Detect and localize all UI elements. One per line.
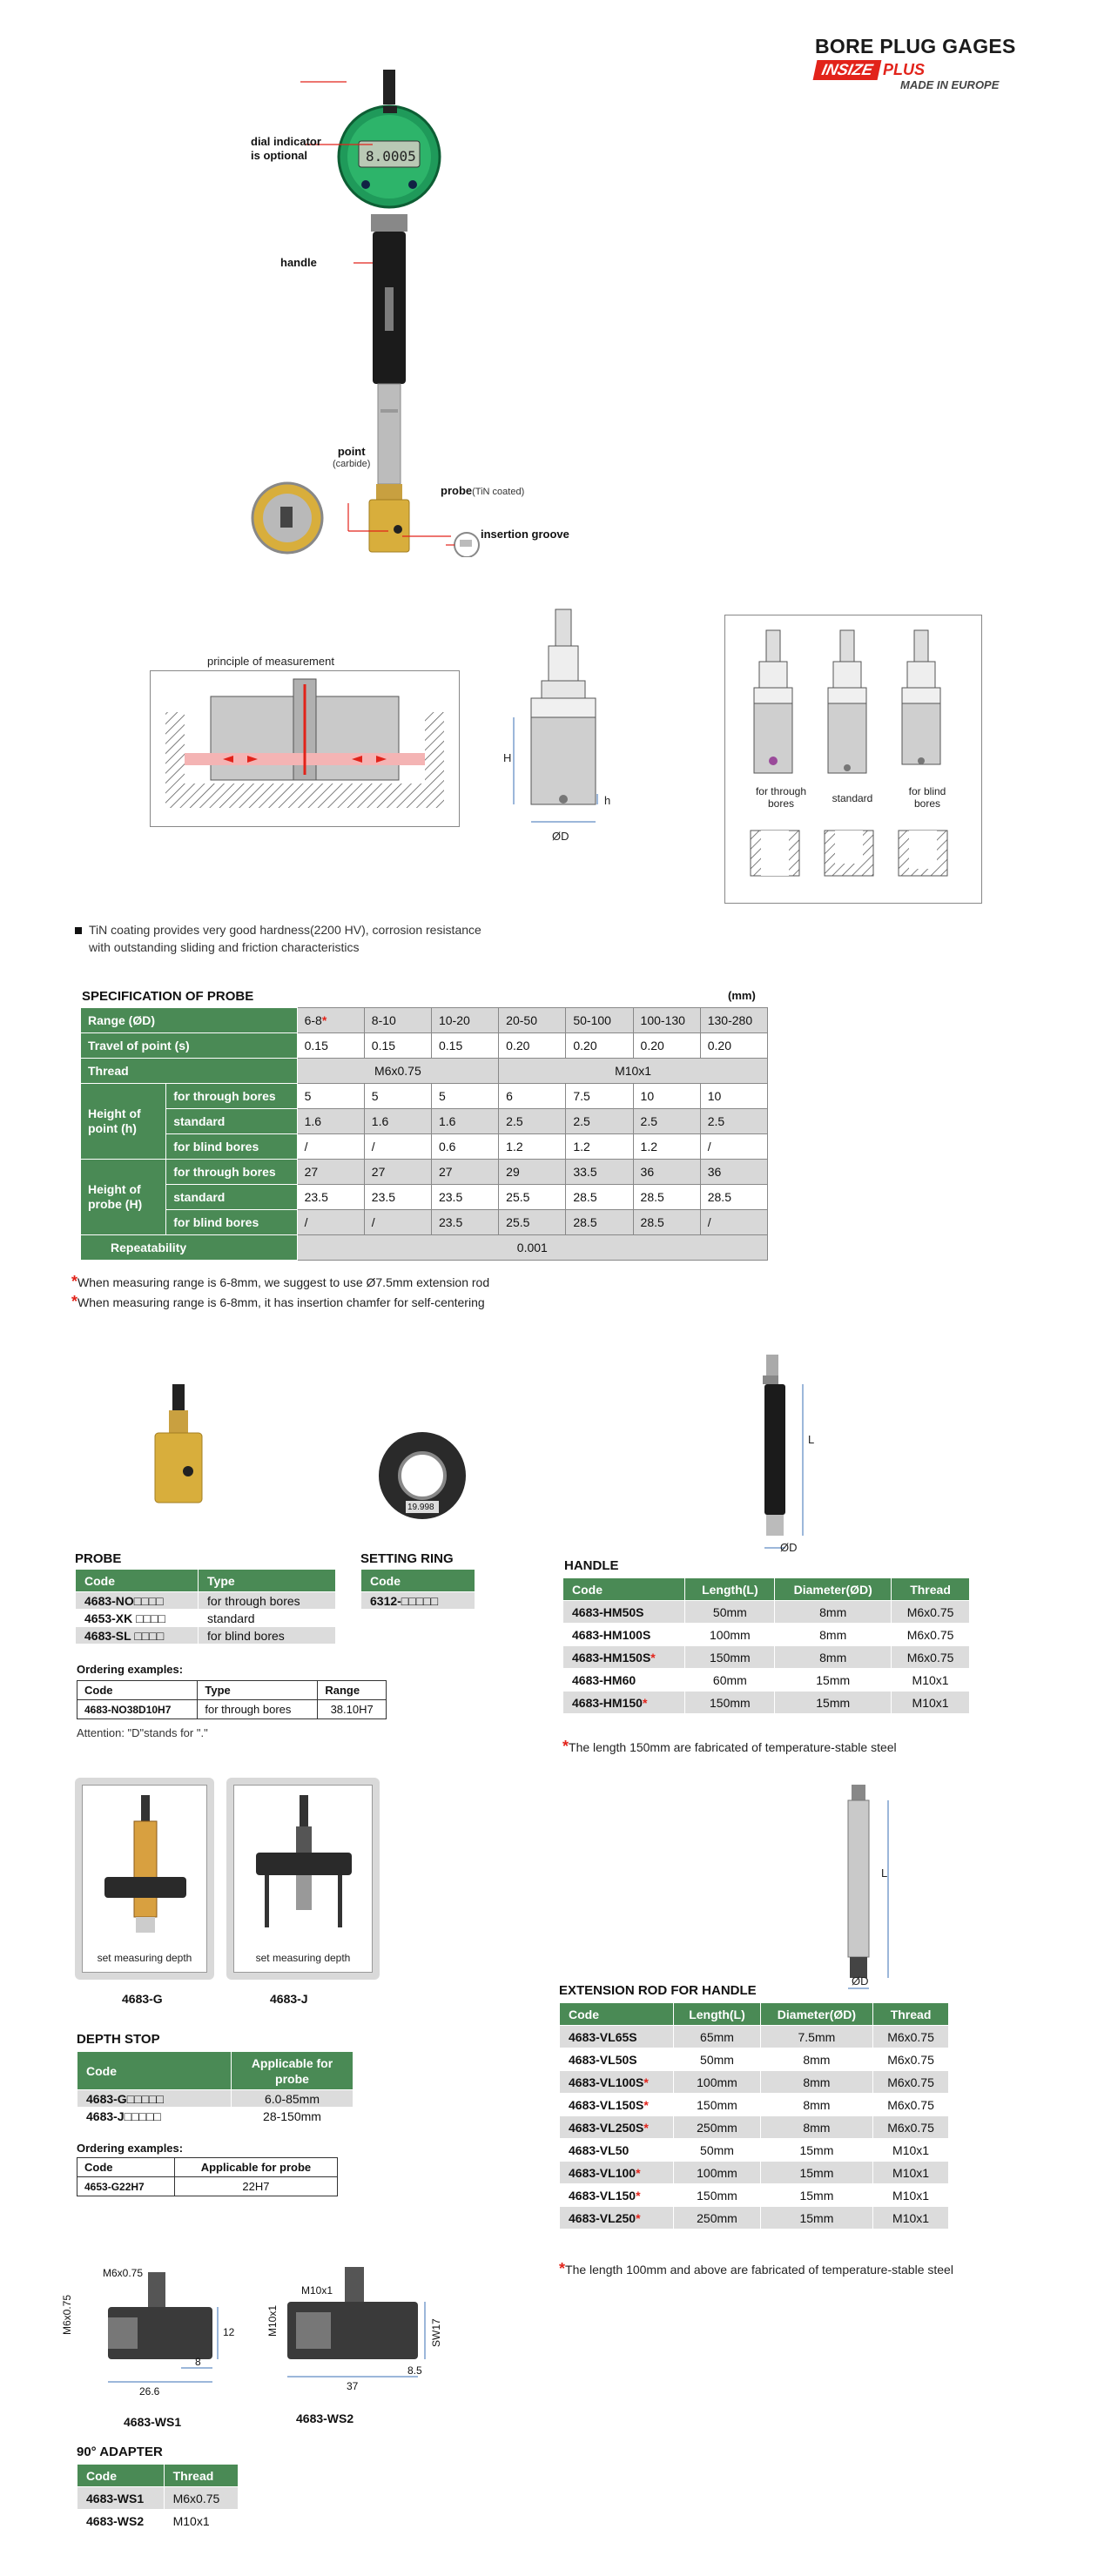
ext-header: Thread — [873, 2003, 949, 2026]
hp-blind-cell: / — [297, 1134, 364, 1160]
table-row: 4683-HM60 60mm 15mm M10x1 — [563, 1669, 970, 1692]
ws2-thread-top: M10x1 — [301, 2284, 333, 2297]
ordering2-header: Applicable for probe — [174, 2158, 337, 2177]
spec-title: SPECIFICATION OF PROBE — [82, 989, 254, 1004]
repeatability-label: Repeatability — [81, 1235, 298, 1261]
range-cell: 50-100 — [566, 1008, 633, 1033]
hp-through-label: for through bores — [166, 1084, 297, 1109]
hp-standard-cell: 1.6 — [364, 1109, 431, 1134]
ws2-length: 37 — [347, 2380, 359, 2392]
ws1-length: 26.6 — [139, 2385, 160, 2398]
spec-unit: (mm) — [728, 989, 756, 1002]
depth-stop-g-name: 4683-G — [122, 1992, 163, 2006]
table-row: 4683-VL150* 150mm 15mm M10x1 — [560, 2184, 949, 2207]
ordering2-code: 4653-G22H7 — [77, 2177, 175, 2196]
principle-diagram — [150, 670, 460, 827]
adapter-ws1-name: 4683-WS1 — [124, 2415, 182, 2429]
handle-header: Code — [563, 1578, 685, 1601]
travel-cell: 0.15 — [364, 1033, 431, 1059]
probe-type: for blind bores — [199, 1627, 336, 1644]
h-dim-label: H — [503, 751, 512, 764]
ws1-thread-side: M6x0.75 — [61, 2294, 73, 2335]
depth-stop-g-caption: set measuring depth — [97, 1952, 192, 1964]
table-row — [77, 1700, 387, 1719]
ws2-dim: 8.5 — [407, 2364, 422, 2377]
hpr-blind-cell: 25.5 — [499, 1210, 566, 1235]
travel-cell: 0.20 — [700, 1033, 767, 1059]
thread-a-cell: M6x0.75 — [297, 1059, 499, 1084]
dial-label-line1: dial indicator — [251, 135, 321, 148]
hp-standard-cell: 2.5 — [633, 1109, 700, 1134]
table-row — [76, 1592, 336, 1610]
point-label — [333, 446, 370, 470]
ext-header: Length(L) — [674, 2003, 760, 2026]
ext-rod-table — [559, 2002, 949, 2230]
probe-title: PROBE — [75, 1551, 122, 1566]
spec-note-1: *When measuring range is 6-8mm, we suggest to use Ø7.5mm extension rod — [71, 1273, 490, 1290]
adapter-ws1-drawing — [73, 2263, 247, 2403]
spec-row-thread — [81, 1059, 768, 1084]
hp-blind-cell: 0.6 — [431, 1134, 498, 1160]
depth-stop-j-photo — [239, 1790, 367, 1938]
setting-ring-table — [360, 1569, 475, 1610]
hpr-blind-cell: / — [364, 1210, 431, 1235]
handle-photo — [751, 1349, 846, 1558]
tin-coating-note — [75, 921, 481, 956]
handle-header: Thread — [892, 1578, 970, 1601]
probe-label-text: probe — [441, 484, 473, 497]
ext-od-label: ØD — [852, 1974, 869, 1987]
adapter-title: 90° ADAPTER — [77, 2445, 163, 2459]
ordering1-type: for through bores — [198, 1700, 318, 1719]
spec-row-hpr-blind — [81, 1210, 768, 1235]
attention-note: Attention: "D"stands for "." — [77, 1726, 208, 1739]
page-header — [815, 35, 1016, 91]
table-row: 4683-HM100S 100mm 8mm M6x0.75 — [563, 1624, 970, 1646]
range-cell: 130-280 — [700, 1008, 767, 1033]
depth-stop-header: Code — [77, 2052, 232, 2090]
table-row: 4683-VL100* 100mm 15mm M10x1 — [560, 2162, 949, 2184]
probe-code: 4653-XK □□□□ — [76, 1610, 199, 1627]
table-row: 4683-WS1 M6x0.75 — [77, 2487, 239, 2510]
spec-table — [80, 1007, 768, 1261]
tin-note-line1: TiN coating provides very good hardness(2200 HV), corrosion resistance — [89, 923, 481, 937]
hp-through-cell: 5 — [364, 1084, 431, 1109]
setting-ring-code: 6312-□□□□□ — [361, 1592, 475, 1610]
adapter-header: Thread — [164, 2465, 238, 2487]
ordering1-code: 4683-NO38D10H7 — [77, 1700, 198, 1719]
ext-header: Diameter(ØD) — [760, 2003, 872, 2026]
made-in-label: MADE IN EUROPE — [900, 78, 1000, 91]
ws1-dim-1: 12 — [223, 2326, 235, 2338]
range-cell: 6-8* — [297, 1008, 364, 1033]
table-row: 4683-WS2 M10x1 — [77, 2510, 239, 2532]
ordering1-header: Range — [318, 1681, 387, 1700]
table-row: 4683-VL65S 65mm 7.5mm M6x0.75 — [560, 2026, 949, 2048]
depth-stop-j-name: 4683-J — [270, 1992, 308, 2006]
handle-table — [562, 1577, 970, 1714]
probe-photo — [148, 1375, 218, 1515]
hpr-standard-cell: 25.5 — [499, 1185, 566, 1210]
travel-cell: 0.15 — [297, 1033, 364, 1059]
ws1-dim-2: 8 — [195, 2356, 201, 2368]
hpr-standard-cell: 23.5 — [297, 1185, 364, 1210]
brand-logo — [815, 60, 1016, 80]
depth-stop-table — [77, 2051, 354, 2125]
hpr-standard-cell: 28.5 — [566, 1185, 633, 1210]
setting-ring-title: SETTING RING — [360, 1551, 454, 1566]
hp-blind-cell: 1.2 — [633, 1134, 700, 1160]
handle-label: handle — [280, 256, 317, 269]
extension-rod-photo — [818, 1776, 914, 1994]
table-row: 4683-G□□□□□ 6.0-85mm — [77, 2090, 354, 2108]
ext-rod-note: *The length 100mm and above are fabricated of temperature-stable steel — [559, 2260, 953, 2277]
type-blind-caption: for blind bores — [908, 785, 946, 810]
hpr-blind-cell: / — [700, 1210, 767, 1235]
hp-standard-label: standard — [166, 1109, 297, 1134]
height-probe-label: Height of probe (H) — [81, 1160, 166, 1235]
ordering2-table — [77, 2157, 338, 2196]
hpr-standard-cell: 28.5 — [633, 1185, 700, 1210]
adapter-ws2-name: 4683-WS2 — [296, 2411, 354, 2425]
ordering1-header: Type — [198, 1681, 318, 1700]
ordering1-header: Code — [77, 1681, 198, 1700]
hp-through-cell: 7.5 — [566, 1084, 633, 1109]
travel-label: Travel of point (s) — [81, 1033, 298, 1059]
probe-header-code: Code — [76, 1570, 199, 1592]
handle-note: *The length 150mm are fabricated of temperature-stable steel — [562, 1738, 897, 1755]
hpr-through-cell: 36 — [700, 1160, 767, 1185]
hp-through-cell: 10 — [633, 1084, 700, 1109]
hpr-blind-cell: 28.5 — [566, 1210, 633, 1235]
hpr-standard-cell: 23.5 — [431, 1185, 498, 1210]
probe-dimension-diagram — [488, 601, 627, 853]
range-cell: 20-50 — [499, 1008, 566, 1033]
table-row: 4683-VL150S* 150mm 8mm M6x0.75 — [560, 2094, 949, 2116]
table-row — [76, 1627, 336, 1644]
probe-types-diagram — [731, 622, 975, 900]
height-point-label: Height of point (h) — [81, 1084, 166, 1160]
hpr-through-cell: 27 — [364, 1160, 431, 1185]
depth-stop-header: Applicable for probe — [232, 2052, 354, 2090]
hp-through-cell: 10 — [700, 1084, 767, 1109]
hpr-through-cell: 29 — [499, 1160, 566, 1185]
hp-standard-cell: 1.6 — [431, 1109, 498, 1134]
hpr-blind-cell: 23.5 — [431, 1210, 498, 1235]
principle-label: principle of measurement — [207, 655, 334, 668]
spec-row-hp-standard — [81, 1109, 768, 1134]
dial-reading: 8.0005 — [366, 148, 416, 165]
dial-label-line2: is optional — [251, 149, 307, 162]
hp-standard-cell: 2.5 — [566, 1109, 633, 1134]
hpr-standard-cell: 23.5 — [364, 1185, 431, 1210]
spec-row-hp-through — [81, 1084, 768, 1109]
hp-standard-cell: 1.6 — [297, 1109, 364, 1134]
hpr-through-cell: 27 — [431, 1160, 498, 1185]
table-row: 4683-HM50S 50mm 8mm M6x0.75 — [563, 1601, 970, 1624]
ws1-thread-top: M6x0.75 — [103, 2267, 144, 2279]
bullet-icon — [75, 927, 82, 934]
hp-blind-cell: 1.2 — [566, 1134, 633, 1160]
insertion-groove-label: insertion groove — [481, 528, 569, 541]
travel-cell: 0.20 — [499, 1033, 566, 1059]
thread-b-cell: M10x1 — [499, 1059, 768, 1084]
handle-header: Diameter(ØD) — [775, 1578, 892, 1601]
probe-code: 4683-NO□□□□ — [76, 1592, 199, 1610]
spec-row-range — [81, 1008, 768, 1033]
hp-standard-cell: 2.5 — [700, 1109, 767, 1134]
hpr-standard-cell: 28.5 — [700, 1185, 767, 1210]
spec-row-hp-blind — [81, 1134, 768, 1160]
h-small-dim-label: h — [604, 794, 611, 807]
depth-stop-j-caption: set measuring depth — [255, 1952, 351, 1964]
hp-blind-cell: / — [364, 1134, 431, 1160]
table-row: 4683-VL50 50mm 15mm M10x1 — [560, 2139, 949, 2162]
point-sub-text: (carbide) — [333, 459, 371, 469]
setting-ring-text: 19.998 — [407, 1503, 434, 1512]
brand-name: INSIZE — [813, 60, 882, 80]
ordering1-table — [77, 1680, 387, 1719]
hp-standard-cell: 2.5 — [499, 1109, 566, 1134]
hp-blind-cell: 1.2 — [499, 1134, 566, 1160]
spec-row-travel — [81, 1033, 768, 1059]
hpr-blind-cell: 28.5 — [633, 1210, 700, 1235]
ext-header: Code — [560, 2003, 674, 2026]
probe-label — [441, 484, 524, 497]
repeatability-value: 0.001 — [297, 1235, 767, 1261]
table-row: 4683-HM150S* 150mm 8mm M6x0.75 — [563, 1646, 970, 1669]
ordering1-title: Ordering examples: — [77, 1663, 184, 1676]
hpr-blind-label: for blind bores — [166, 1210, 297, 1235]
thread-label: Thread — [81, 1059, 298, 1084]
range-cell: 100-130 — [633, 1008, 700, 1033]
probe-sub-text: (TiN coated) — [472, 487, 525, 497]
handle-title: HANDLE — [564, 1558, 619, 1573]
hpr-through-cell: 33.5 — [566, 1160, 633, 1185]
table-row — [361, 1592, 475, 1610]
adapter-table — [77, 2464, 239, 2532]
travel-cell: 0.20 — [633, 1033, 700, 1059]
ordering2-header: Code — [77, 2158, 175, 2177]
hp-through-cell: 5 — [297, 1084, 364, 1109]
ext-rod-title: EXTENSION ROD FOR HANDLE — [559, 1983, 757, 1998]
table-row: 4683-VL50S 50mm 8mm M6x0.75 — [560, 2048, 949, 2071]
tin-note-line2: with outstanding sliding and friction characteristics — [89, 940, 360, 954]
brand-suffix: PLUS — [883, 61, 926, 78]
table-row: 4683-J□□□□□ 28-150mm — [77, 2108, 354, 2125]
table-row: 4683-VL250S* 250mm 8mm M6x0.75 — [560, 2116, 949, 2139]
range-cell: 8-10 — [364, 1008, 431, 1033]
setting-ring-header: Code — [361, 1570, 475, 1592]
dial-indicator-label — [251, 135, 321, 163]
hpr-standard-label: standard — [166, 1185, 297, 1210]
hp-through-cell: 6 — [499, 1084, 566, 1109]
ordering2-probe: 22H7 — [174, 2177, 337, 2196]
hpr-through-label: for through bores — [166, 1160, 297, 1185]
hpr-through-cell: 27 — [297, 1160, 364, 1185]
range-cell: 10-20 — [431, 1008, 498, 1033]
od-dim-label: ØD — [552, 830, 569, 843]
ordering2-title: Ordering examples: — [77, 2142, 184, 2155]
spec-row-hpr-standard — [81, 1185, 768, 1210]
travel-cell: 0.15 — [431, 1033, 498, 1059]
handle-l-label: L — [808, 1433, 815, 1446]
probe-code: 4683-SL □□□□ — [76, 1627, 199, 1644]
depth-stop-g-photo — [87, 1790, 202, 1938]
ordering1-range: 38.10H7 — [318, 1700, 387, 1719]
hpr-blind-cell: / — [297, 1210, 364, 1235]
spec-row-hpr-through — [81, 1160, 768, 1185]
probe-table — [75, 1569, 336, 1644]
table-row: 4683-VL100S* 100mm 8mm M6x0.75 — [560, 2071, 949, 2094]
hp-blind-label: for blind bores — [166, 1134, 297, 1160]
point-label-text: point — [337, 445, 366, 458]
table-row: 4683-VL250* 250mm 15mm M10x1 — [560, 2207, 949, 2230]
probe-type: for through bores — [199, 1592, 336, 1610]
spec-row-repeatability — [81, 1235, 768, 1261]
hpr-through-cell: 36 — [633, 1160, 700, 1185]
ws2-sw: SW17 — [430, 2318, 442, 2347]
probe-header-type: Type — [199, 1570, 336, 1592]
ext-l-label: L — [881, 1866, 888, 1880]
spec-note-2: *When measuring range is 6-8mm, it has insertion chamfer for self-centering — [71, 1293, 485, 1310]
type-through-caption: for through bores — [755, 785, 807, 810]
handle-header: Length(L) — [685, 1578, 775, 1601]
table-row — [76, 1610, 336, 1627]
table-row: 4683-HM150* 150mm 15mm M10x1 — [563, 1692, 970, 1714]
travel-cell: 0.20 — [566, 1033, 633, 1059]
handle-od-label: ØD — [780, 1541, 798, 1554]
table-row — [77, 2177, 338, 2196]
depth-stop-title: DEPTH STOP — [77, 2032, 160, 2047]
hp-through-cell: 5 — [431, 1084, 498, 1109]
ws2-thread-side: M10x1 — [266, 2304, 279, 2337]
probe-type: standard — [199, 1610, 336, 1627]
type-standard-caption: standard — [832, 792, 873, 804]
page-title: BORE PLUG GAGES — [815, 35, 1016, 57]
range-label: Range (ØD) — [81, 1008, 298, 1033]
hp-blind-cell: / — [700, 1134, 767, 1160]
adapter-header: Code — [77, 2465, 165, 2487]
